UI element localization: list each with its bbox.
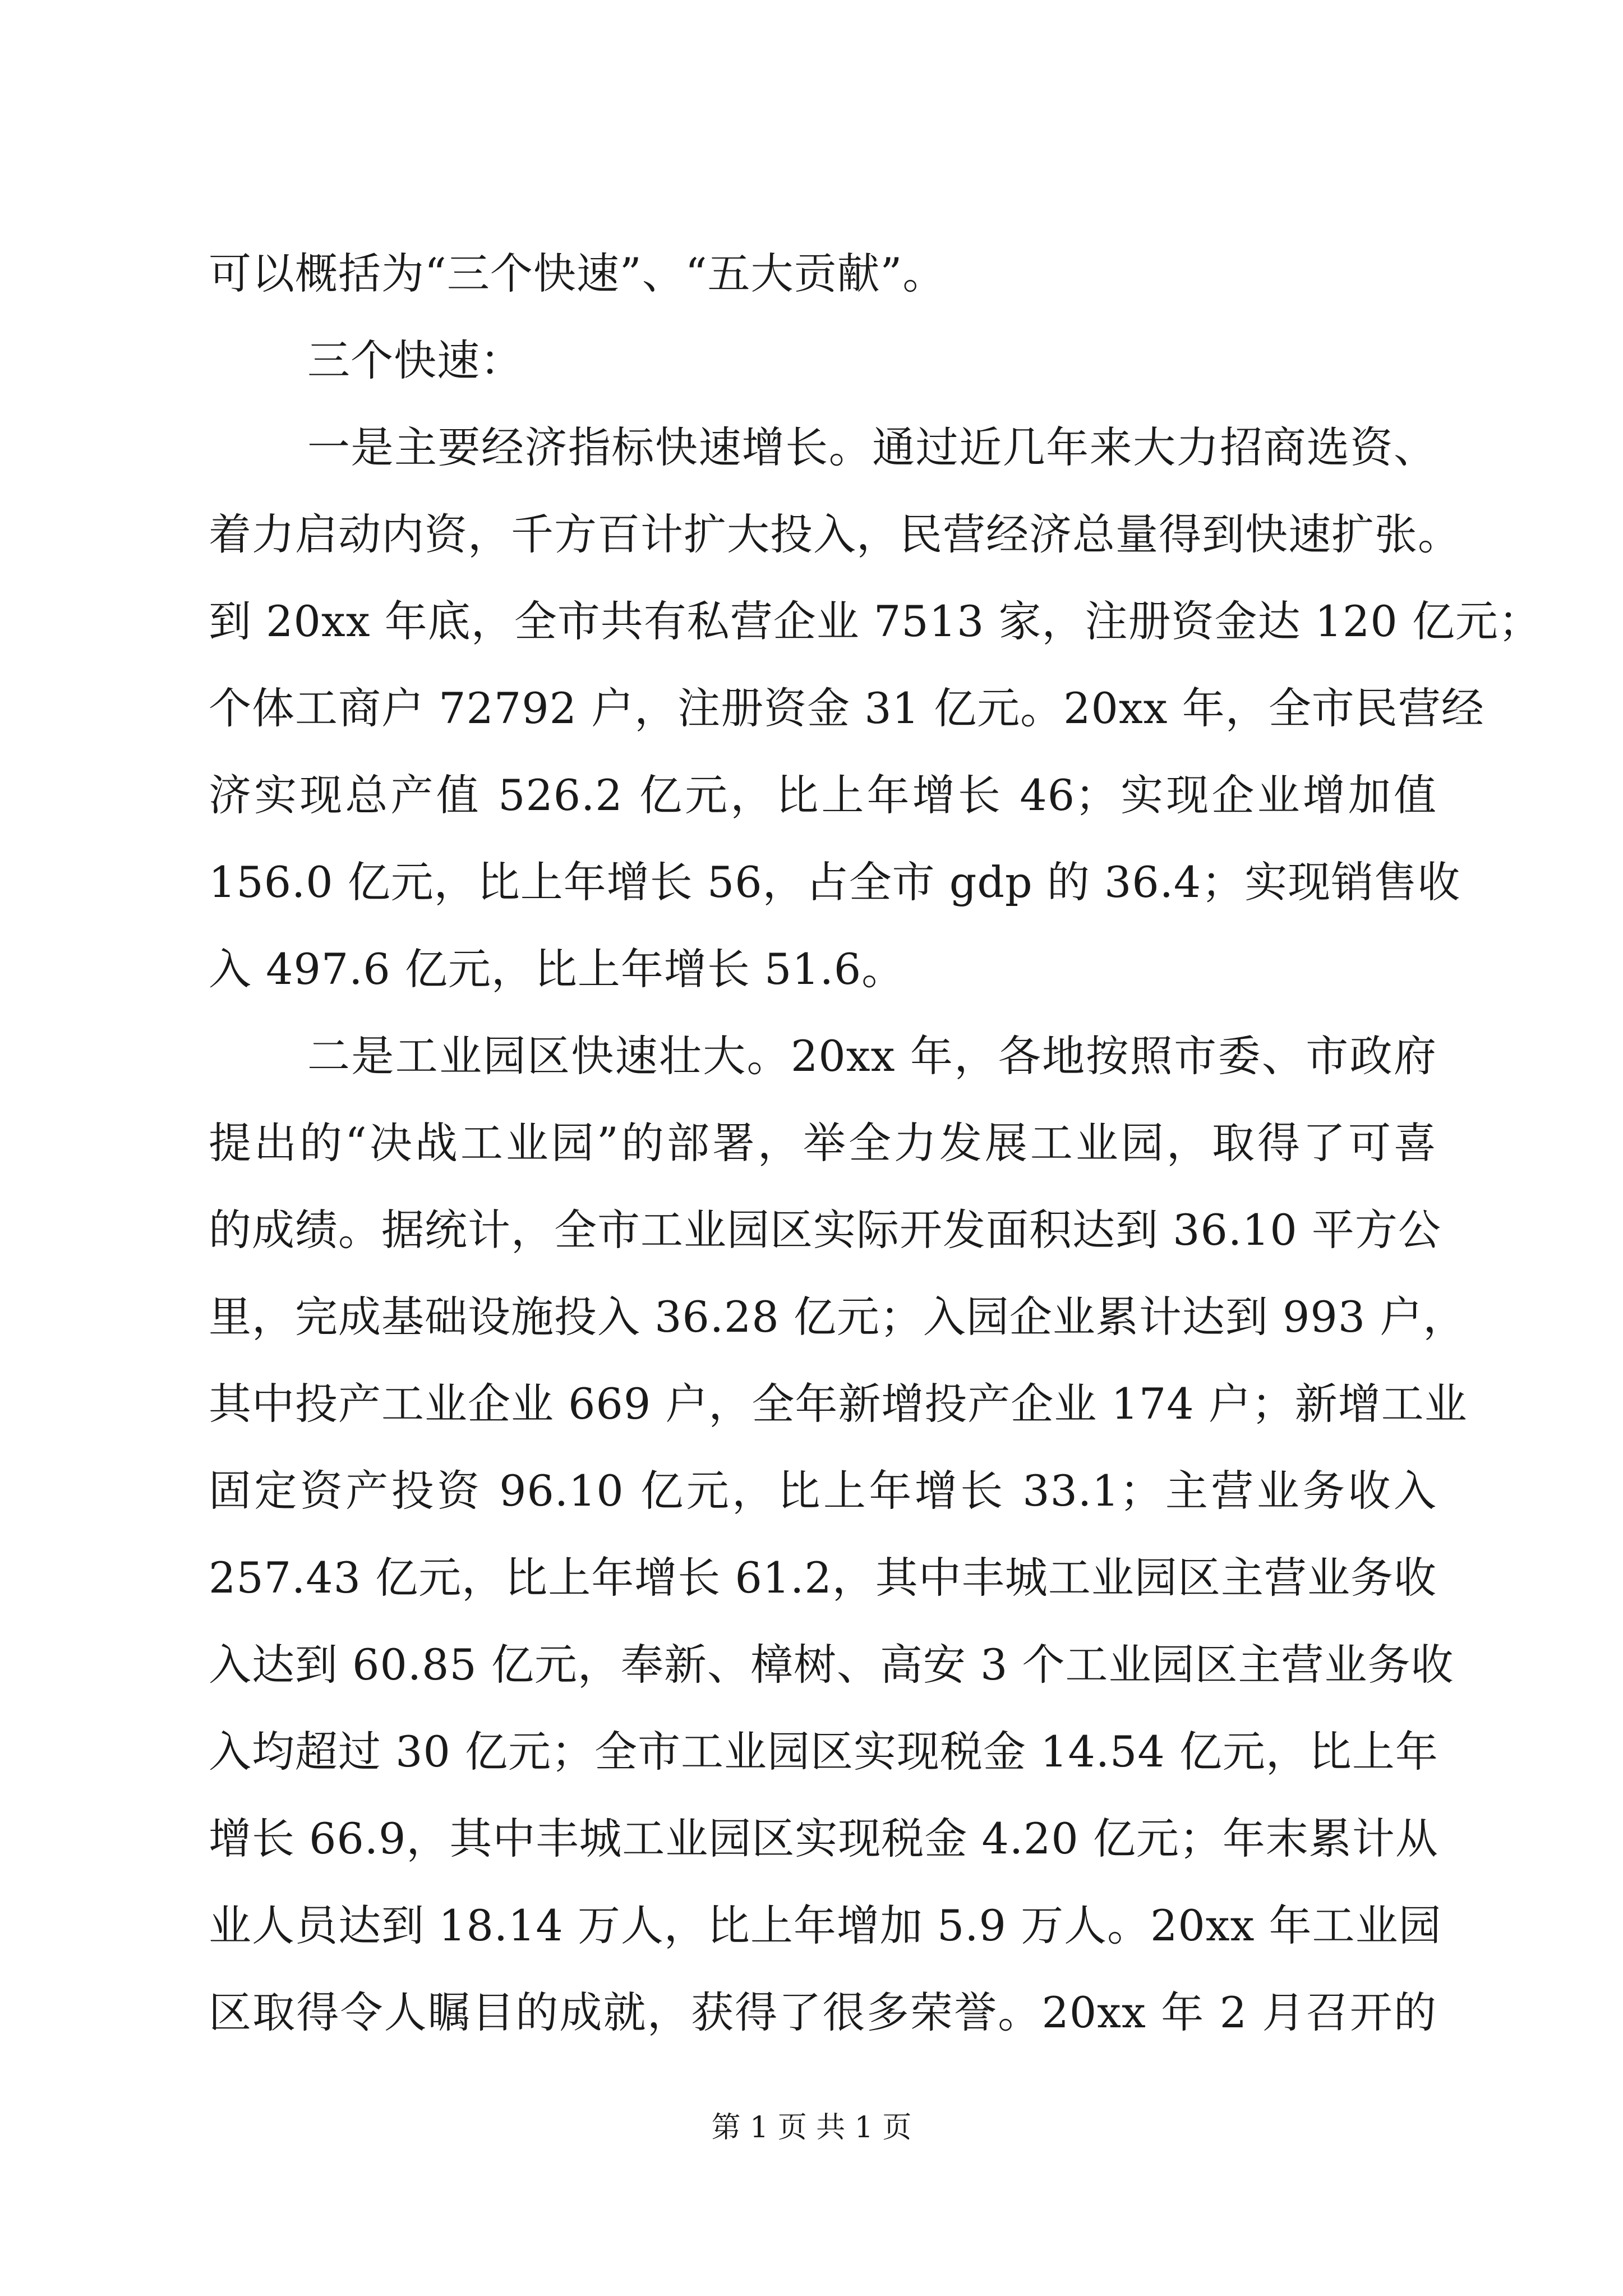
text-line: 济实现总产值 526.2 亿元，比上年增长 46；实现企业增加值 bbox=[209, 770, 1437, 820]
text-line: 到 20xx 年底，全市共有私营企业 7513 家，注册资金达 120 亿元； bbox=[209, 596, 1542, 646]
text-line: 三个快速： bbox=[307, 335, 523, 385]
text-line: 可以概括为“三个快速”、“五大贡献”。 bbox=[209, 249, 946, 298]
text-line: 个体工商户 72792 户，注册资金 31 亿元。20xx 年，全市民营经 bbox=[209, 683, 1484, 733]
text-line: 的成绩。据统计，全市工业园区实际开发面积达到 36.10 平方公 bbox=[209, 1205, 1441, 1255]
page-footer: 第 1 页 共 1 页 bbox=[711, 2111, 912, 2145]
text-line: 其中投产工业企业 669 户，全年新增投产企业 174 户；新增工业 bbox=[209, 1379, 1468, 1429]
text-line: 提出的“决战工业园”的部署，举全力发展工业园，取得了可喜 bbox=[209, 1118, 1437, 1168]
text-line: 增长 66.9，其中丰城工业园区实现税金 4.20 亿元；年末累计从 bbox=[209, 1814, 1438, 1864]
text-line: 里，完成基础设施投入 36.28 亿元；入园企业累计达到 993 户， bbox=[209, 1292, 1467, 1342]
text-line: 业人员达到 18.14 万人，比上年增加 5.9 万人。20xx 年工业园 bbox=[209, 1901, 1442, 1950]
text-line: 入达到 60.85 亿元，奉新、樟树、高安 3 个工业园区主营业务收 bbox=[209, 1640, 1454, 1690]
text-line: 156.0 亿元，比上年增长 56，占全市 gdp 的 36.4；实现销售收 bbox=[209, 857, 1461, 907]
text-line: 区取得令人瞩目的成就，获得了很多荣誉。20xx 年 2 月召开的 bbox=[209, 1987, 1437, 2037]
text-line: 固定资产投资 96.10 亿元，比上年增长 33.1；主营业务收入 bbox=[209, 1466, 1437, 1516]
text-line: 一是主要经济指标快速增长。通过近几年来大力招商选资、 bbox=[307, 422, 1437, 472]
text-line: 二是工业园区快速壮大。20xx 年，各地按照市委、市政府 bbox=[307, 1031, 1437, 1081]
text-line: 入 497.6 亿元，比上年增长 51.6。 bbox=[209, 944, 905, 994]
text-line: 着力启动内资，千方百计扩大投入，民营经济总量得到快速扩张。 bbox=[209, 509, 1461, 559]
text-line: 入均超过 30 亿元；全市工业园区实现税金 14.54 亿元，比上年 bbox=[209, 1727, 1438, 1777]
text-line: 257.43 亿元，比上年增长 61.2，其中丰城工业园区主营业务收 bbox=[209, 1553, 1437, 1603]
